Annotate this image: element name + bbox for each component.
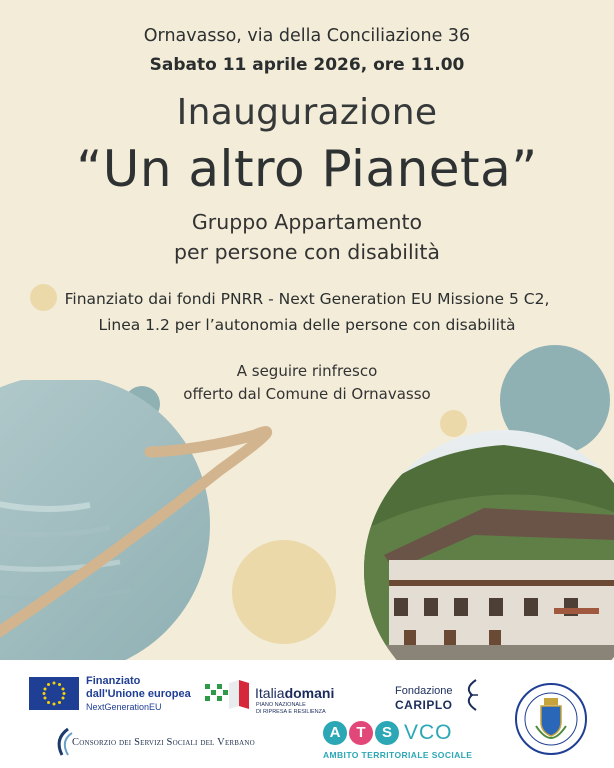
eu-line2: dall'Unione europea xyxy=(86,688,191,700)
building-photo xyxy=(364,430,614,660)
event-title: “Un altro Pianeta” xyxy=(76,140,538,198)
cariplo-line1: Fondazione xyxy=(395,685,453,697)
consorzio-name: Consorzio dei Servizi Sociali del Verbano xyxy=(72,737,255,748)
comune-seal-icon xyxy=(514,682,588,756)
event-datetime: Sabato 11 aprile 2026, ore 11.00 xyxy=(149,55,465,75)
ats-letter-a: A xyxy=(323,721,347,745)
italia-domani-name xyxy=(255,685,334,701)
ats-letter-t: T xyxy=(349,721,373,745)
event-heading: Inaugurazione xyxy=(176,92,438,133)
italia-domani-tagline2: DI RIPRESA E RESILIENZA xyxy=(256,709,326,715)
funding-line1: Finanziato dai fondi PNRR - Next Generation EU Missione 5 C2, xyxy=(64,290,550,308)
cariplo-line2: CARIPLO xyxy=(395,698,453,712)
footer-logos xyxy=(0,660,614,768)
eu-line3: NextGenerationEU xyxy=(86,702,162,712)
planet-illustration xyxy=(0,380,300,660)
event-location: Ornavasso, via della Conciliazione 36 xyxy=(143,26,471,46)
reception-line1: A seguire rinfresco xyxy=(236,362,378,380)
ats-subtitle: AMBITO TERRITORIALE SOCIALE xyxy=(323,750,473,760)
italia-domani-name-a: Italia xyxy=(255,685,285,701)
cariplo-symbol-icon xyxy=(462,678,480,712)
reception-line2: offerto dal Comune di Ornavasso xyxy=(183,385,431,403)
event-subtitle-line2: per persone con disabilità xyxy=(174,240,440,264)
funding-line2: Linea 1.2 per l’autonomia delle persone con disabilità xyxy=(98,316,516,334)
decor-dot-tan-left xyxy=(30,284,57,311)
italia-domani-name-b: domani xyxy=(284,685,335,701)
eu-flag-icon xyxy=(29,677,79,710)
consorzio-icon xyxy=(48,727,74,757)
ats-vco: VCO xyxy=(404,721,453,744)
eu-line1: Finanziato xyxy=(86,675,141,687)
ats-letter-s: S xyxy=(375,721,399,745)
event-subtitle-line1: Gruppo Appartamento xyxy=(191,210,423,234)
italia-domani-tagline1: PIANO NAZIONALE xyxy=(256,702,306,708)
italia-domani-flag-icon xyxy=(205,680,251,710)
